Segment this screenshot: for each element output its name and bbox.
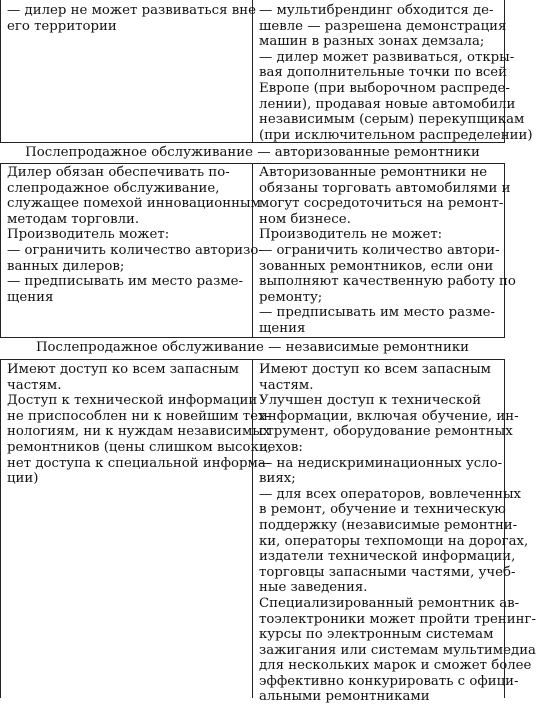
text-line: ном бизнесе. bbox=[259, 211, 351, 227]
text-line: торговцы запасными частями, учеб- bbox=[259, 564, 516, 580]
text-line: издатели технической информации, bbox=[259, 549, 516, 565]
text-line: ки, операторы техпомощи на дорогах, bbox=[259, 533, 529, 549]
section-header-authorized-repairers: Послепродажное обслуживание — авторизованные ремонтники bbox=[25, 145, 480, 160]
text-line: (при исключительном распределении) bbox=[259, 127, 533, 143]
text-line: независимым (серым) перекупщикам bbox=[259, 112, 525, 128]
text-line: эффективно конкурировать с офици- bbox=[259, 673, 519, 689]
text-line: Европе (при выборочном распреде- bbox=[259, 80, 510, 96]
text-line: — ограничить количество авторизо- bbox=[7, 242, 263, 258]
text-line: зованных ремонтников, если они bbox=[259, 258, 494, 274]
text-line: частям. bbox=[7, 377, 62, 393]
text-line: в ремонт, обучение и техническую bbox=[259, 502, 506, 518]
row2-left-cell bbox=[1, 164, 263, 337]
row3-left-cell bbox=[1, 360, 272, 698]
text-line: Дилер обязан обеспечивать по- bbox=[7, 165, 230, 180]
text-line: служащее помехой инновационным bbox=[7, 196, 261, 212]
row1-left-cell bbox=[1, 0, 256, 142]
text-line: слепродажное обслуживание, bbox=[7, 180, 220, 196]
text-line: ремонту; bbox=[259, 289, 323, 305]
text-line: тоэлектроники может пройти тренинг- bbox=[259, 611, 536, 627]
text-line: — предписывать им место разме- bbox=[7, 274, 244, 290]
text-line: Улучшен доступ к технической bbox=[259, 393, 482, 409]
text-line: ции) bbox=[7, 471, 39, 487]
text-line: — мультибрендинг обходится де- bbox=[259, 3, 494, 18]
text-line: ванных дилеров; bbox=[7, 258, 125, 274]
row1-right-cell bbox=[253, 0, 533, 143]
text-line: — дилер может развиваться, откры- bbox=[259, 49, 515, 65]
text-line: — дилер не может развиваться вне bbox=[7, 3, 256, 18]
text-line: его территории bbox=[7, 18, 117, 34]
text-line: Производитель может: bbox=[7, 227, 170, 243]
text-line: поддержку (независимые ремонтни- bbox=[259, 517, 518, 533]
text-line: Специализированный ремонтник ав- bbox=[259, 595, 520, 611]
text-line: Авторизованные ремонтники не bbox=[259, 165, 488, 180]
text-line: альными ремонтниками bbox=[259, 689, 430, 705]
divider bbox=[0, 337, 505, 338]
text-line: виях; bbox=[259, 471, 296, 487]
text-line: не приспособлен ни к новейшим тех- bbox=[7, 408, 270, 424]
text-line: — для всех операторов, вовлеченных bbox=[259, 486, 522, 502]
text-line: Имеют доступ ко всем запасным bbox=[259, 362, 491, 377]
text-line: могут сосредоточиться на ремонт- bbox=[259, 196, 504, 212]
divider bbox=[0, 142, 505, 143]
row-authorized-repairers bbox=[0, 164, 516, 337]
text-line: ремонтников (цены слишком высоки, bbox=[7, 439, 272, 455]
text-line: информации, включая обучение, ин- bbox=[259, 408, 519, 424]
text-line: обязаны торговать автомобилями и bbox=[259, 180, 511, 196]
text-line: ные заведения. bbox=[259, 580, 368, 596]
text-line: — ограничить количество автори- bbox=[259, 242, 500, 258]
text-line: цехов: bbox=[259, 439, 303, 455]
text-line: Доступ к технической информации bbox=[7, 393, 258, 409]
text-line: для нескольких марок и сможет более bbox=[259, 658, 532, 674]
text-line: Имеют доступ ко всем запасным bbox=[7, 362, 239, 377]
row-independent-repairers bbox=[0, 360, 536, 705]
text-line: Производитель не может: bbox=[259, 227, 443, 243]
text-line: нологиям, ни к нуждам независимых bbox=[7, 424, 271, 440]
text-line: щения bbox=[7, 289, 54, 305]
text-line: — предписывать им место разме- bbox=[259, 305, 496, 321]
text-line: нет доступа к специальной информа- bbox=[7, 455, 271, 471]
text-line: курсы по электронным системам bbox=[259, 627, 494, 643]
text-line: вая дополнительные точки по всей bbox=[259, 65, 508, 81]
text-line: щения bbox=[259, 320, 306, 336]
row-sales-continuation bbox=[0, 0, 533, 143]
text-line: лении), продавая новые автомобили bbox=[259, 96, 516, 112]
text-line: струмент, оборудование ремонтных bbox=[259, 424, 513, 440]
text-line: методам торговли. bbox=[7, 211, 140, 227]
text-line: шевле — разрешена демонстрация bbox=[259, 18, 507, 34]
section-header-independent-repairers: Послепродажное обслуживание — независимые ремонтники bbox=[35, 340, 470, 355]
row2-right-cell bbox=[253, 164, 516, 337]
text-line: выполняют качественную работу по bbox=[259, 274, 516, 290]
text-line: зажигания или системам мультимедиа bbox=[259, 642, 536, 658]
row3-right-cell bbox=[253, 360, 536, 705]
text-line: машин в разных зонах демзала; bbox=[259, 34, 485, 50]
text-line: частям. bbox=[259, 377, 314, 393]
text-line: — на недискриминационных усло- bbox=[259, 455, 503, 471]
